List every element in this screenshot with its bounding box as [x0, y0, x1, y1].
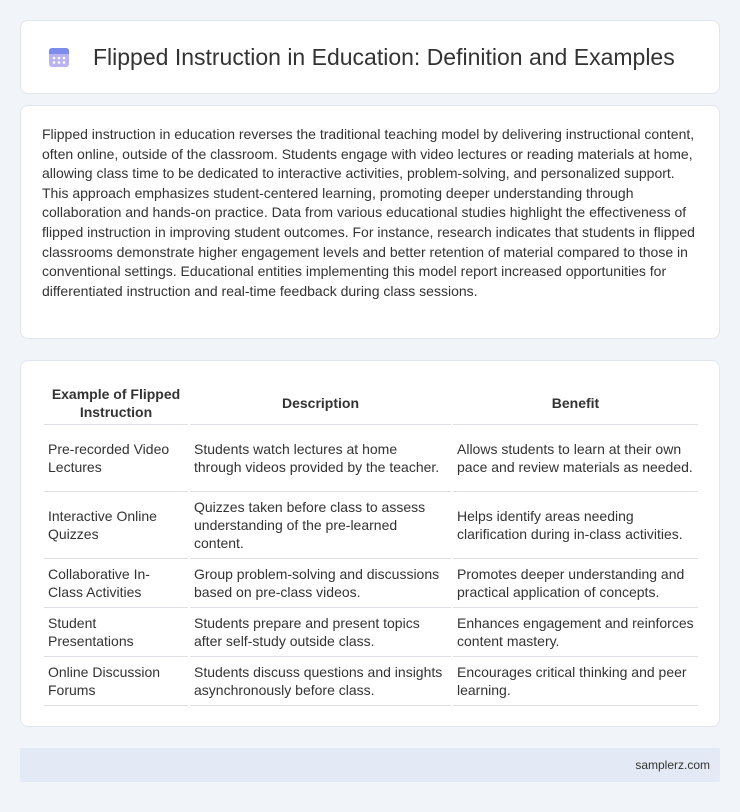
- cell-description: Students watch lectures at home through videos provided by the teacher.: [190, 425, 451, 492]
- cell-benefit: Encourages critical thinking and peer learning.: [453, 657, 698, 706]
- intro-card: [20, 105, 720, 339]
- cell-description: Students discuss questions and insights asynchronously before class.: [190, 657, 451, 706]
- table-row: [44, 492, 698, 559]
- table-card: [20, 360, 720, 727]
- header-benefit: Benefit: [453, 381, 698, 425]
- cell-benefit: Allows students to learn at their own pace and review materials as needed.: [453, 425, 698, 492]
- table-row: [44, 559, 698, 608]
- cell-description: Quizzes taken before class to assess understanding of the pre-learned content.: [190, 492, 451, 559]
- page-title: Flipped Instruction in Education: Definition and Examples: [93, 43, 675, 70]
- title-card: [20, 20, 720, 94]
- cell-description: Group problem-solving and discussions based on pre-class videos.: [190, 559, 451, 608]
- cell-example: Collaborative In-Class Activities: [44, 559, 188, 608]
- header-example: Example of Flipped Instruction: [44, 381, 188, 425]
- examples-table: [42, 381, 700, 706]
- cell-benefit: Enhances engagement and reinforces content mastery.: [453, 608, 698, 657]
- cell-example: Student Presentations: [44, 608, 188, 657]
- cell-example: Pre-recorded Video Lectures: [44, 425, 188, 492]
- calendar-icon: [47, 45, 71, 69]
- footer: [20, 748, 720, 782]
- cell-example: Online Discussion Forums: [44, 657, 188, 706]
- table-row: [44, 657, 698, 706]
- table-row: [44, 608, 698, 657]
- cell-benefit: Promotes deeper understanding and practical application of concepts.: [453, 559, 698, 608]
- cell-description: Students prepare and present topics after self-study outside class.: [190, 608, 451, 657]
- header-description: Description: [190, 381, 451, 425]
- table-row: [44, 425, 698, 492]
- cell-example: Interactive Online Quizzes: [44, 492, 188, 559]
- footer-site-link[interactable]: samplerz.com: [635, 758, 710, 772]
- table-header-row: [44, 381, 698, 425]
- intro-paragraph: Flipped instruction in education reverses the traditional teaching model by delivering instructional content, often online, outside of the classroom. Students engage with video lectures or reading materials at home, allowing class time to be dedicated to interactive activities, problem-solving, and personalized support. This approach emphasizes student-centered learning, promoting deeper understanding through collaboration and hands-on practice. Data from various educational studies highlight the effectiveness of flipped instruction in improving student outcomes. For instance, research indicates that students in flipped classrooms demonstrate higher engagement levels and better retention of material compared to those in conventional settings. Educational entities implementing this model report increased opportunities for differentiated instruction and real-time feedback during class sessions.: [42, 126, 695, 299]
- cell-benefit: Helps identify areas needing clarification during in-class activities.: [453, 492, 698, 559]
